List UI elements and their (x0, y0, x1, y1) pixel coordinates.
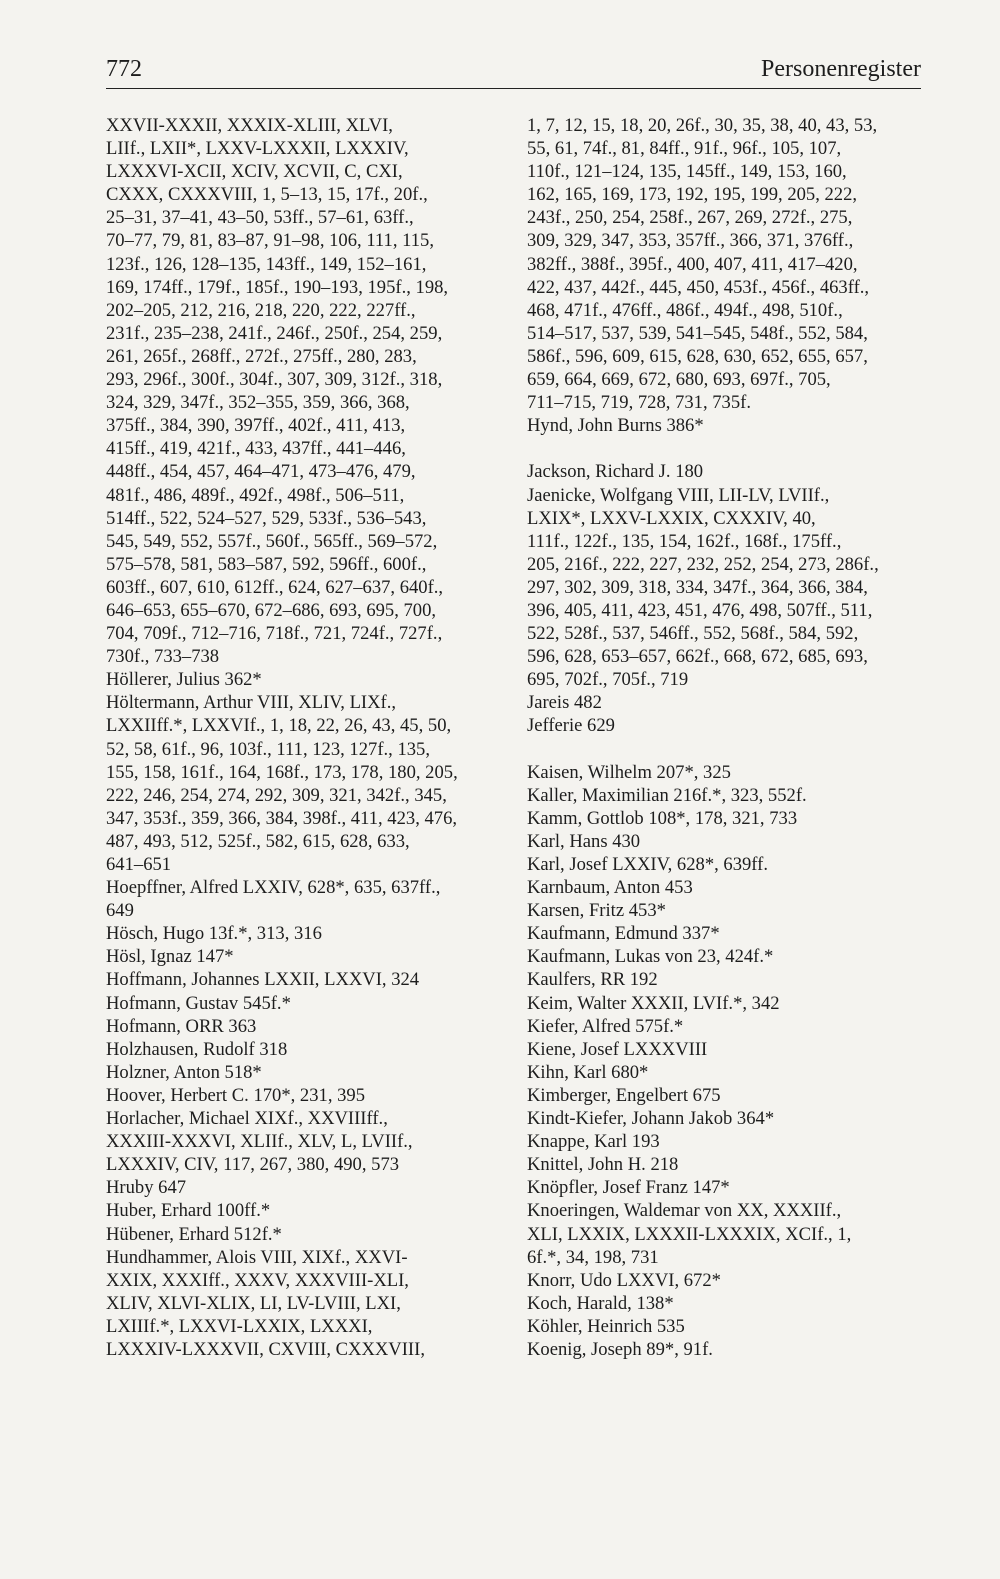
index-entry-line: Kaufmann, Edmund 337* (527, 923, 720, 945)
index-entry (106, 1107, 518, 1176)
index-entry-line: 309, 329, 347, 353, 357ff., 366, 371, 376ff., (527, 230, 854, 252)
index-entry (527, 1315, 923, 1338)
index-entry-line: 704, 709f., 712–716, 718f., 721, 724f., 727f., (106, 623, 443, 645)
index-entry (527, 1107, 923, 1130)
index-entry-line: LXXXVI-XCII, XCIV, XCVII, C, CXI, (106, 161, 403, 183)
index-entry-line: Jefferie 629 (527, 715, 615, 737)
index-entry-line: 297, 302, 309, 318, 334, 347f., 364, 366, 384, (527, 576, 868, 598)
index-entry (527, 876, 923, 899)
index-entry-line: 375ff., 384, 390, 397ff., 402f., 411, 413, (106, 415, 406, 437)
index-entry (106, 922, 518, 945)
index-entry-line: Kaufmann, Lukas von 23, 424f.* (527, 946, 774, 968)
index-entry-line: 415ff., 419, 421f., 433, 437ff., 441–446, (106, 438, 406, 460)
index-entry-line: Kamm, Gottlob 108*, 178, 321, 733 (527, 807, 798, 829)
index-entry (106, 945, 518, 968)
index-entry (106, 1246, 518, 1361)
page-number: 772 (106, 56, 142, 82)
index-entry-line: 514–517, 537, 539, 541–545, 548f., 552, 584, (527, 322, 868, 344)
index-entry (527, 1130, 923, 1153)
index-entry (527, 484, 923, 692)
index-entry-line: 586f., 596, 609, 615, 628, 630, 652, 655, 657, (527, 345, 868, 367)
index-entry-line: Huber, Erhard 100ff.* (106, 1200, 271, 1222)
index-entry-line: Hofmann, ORR 363 (106, 1015, 257, 1037)
index-entry-line: 52, 58, 61f., 96, 103f., 111, 123, 127f., 135, (106, 738, 430, 760)
index-entry (106, 1176, 518, 1199)
index-entry-line: 487, 493, 512, 525f., 582, 615, 628, 633, (106, 830, 410, 852)
index-entry (106, 876, 518, 922)
index-entry-line: 659, 664, 669, 672, 680, 693, 697f., 705, (527, 369, 831, 391)
index-entry-line: Kaller, Maximilian 216f.*, 323, 552f. (527, 784, 807, 806)
letter-gap (527, 437, 923, 460)
index-entry (527, 853, 923, 876)
index-entry (527, 807, 923, 830)
index-entry-line: XXVII-XXXII, XXXIX-XLIII, XLVI, (106, 115, 393, 136)
index-entry-line: 641–651 (106, 854, 172, 875)
index-entry-line: 730f., 733–738 (106, 646, 220, 668)
index-entry (106, 992, 518, 1015)
index-entry-line: CXXX, CXXXVIII, 1, 5–13, 15, 17f., 20f., (106, 184, 428, 206)
index-column-right (527, 114, 923, 1361)
index-entry (106, 114, 518, 668)
index-entry (106, 1015, 518, 1038)
index-entry-line: Hübener, Erhard 512f.* (106, 1223, 282, 1245)
index-entry-line: LXXXIV-LXXXVII, CXVIII, CXXXVIII, (106, 1338, 425, 1360)
index-entry (527, 1153, 923, 1176)
index-entry-line: 448ff., 454, 457, 464–471, 473–476, 479, (106, 461, 416, 483)
index-entry-line: Kiefer, Alfred 575f.* (527, 1015, 684, 1037)
page-header (106, 52, 921, 89)
index-entry (527, 1199, 923, 1268)
index-entry-line: Knappe, Karl 193 (527, 1131, 660, 1153)
index-entry-line: LXIIIf.*, LXXVI-LXXIX, LXXXI, (106, 1315, 373, 1337)
index-entry-line: Knöpfler, Josef Franz 147* (527, 1177, 730, 1199)
running-title: Personenregister (761, 56, 921, 82)
index-entry (527, 114, 923, 414)
index-entry-line: Jaenicke, Wolfgang VIII, LII-LV, LVIIf., (527, 484, 830, 506)
index-entry-line: 603ff., 607, 610, 612ff., 624, 627–637, 640f., (106, 576, 444, 598)
index-entry-line: 545, 549, 552, 557f., 560f., 565ff., 569–572, (106, 530, 438, 552)
index-entry-line: 382ff., 388f., 395f., 400, 407, 411, 417–420, (527, 253, 858, 275)
index-entry-line: Hösch, Hugo 13f.*, 313, 316 (106, 923, 322, 945)
index-entry-line: Hösl, Ignaz 147* (106, 946, 234, 968)
index-entry-line: 514ff., 522, 524–527, 529, 533f., 536–543, (106, 507, 427, 529)
index-entry (527, 945, 923, 968)
index-entry (527, 1338, 923, 1361)
index-entry-line: 575–578, 581, 583–587, 592, 596ff., 600f., (106, 553, 427, 575)
index-entry-line: Höllerer, Julius 362* (106, 669, 262, 691)
index-entry-line: 481f., 486, 489f., 492f., 498f., 506–511, (106, 484, 405, 506)
index-entry-line: LXXIIff.*, LXXVIf., 1, 18, 22, 26, 43, 45, 50, (106, 715, 452, 737)
index-entry-line: Höltermann, Arthur VIII, XLIV, LIXf., (106, 692, 397, 714)
index-entry (106, 668, 518, 691)
index-entry-line: XLIV, XLVI-XLIX, LI, LV-LVIII, LXI, (106, 1292, 401, 1314)
index-entry-line: 205, 216f., 222, 227, 232, 252, 254, 273, 286f., (527, 553, 879, 575)
index-entry-line: 522, 528f., 537, 546ff., 552, 568f., 584, 592, (527, 623, 859, 645)
index-entry (527, 899, 923, 922)
index-entry-line: 347, 353f., 359, 366, 384, 398f., 411, 423, 476, (106, 807, 458, 829)
index-entry-line: 6f.*, 34, 198, 731 (527, 1246, 659, 1268)
index-entry (106, 691, 518, 876)
letter-gap (527, 738, 923, 761)
index-entry (527, 1176, 923, 1199)
index-entry-line: Hoffmann, Johannes LXXII, LXXVI, 324 (106, 969, 420, 991)
index-entry-line: 711–715, 719, 728, 731, 735f. (527, 392, 751, 414)
index-entry-line: Knoeringen, Waldemar von XX, XXXIIf., (527, 1200, 842, 1222)
index-entry-line: LXXXIV, CIV, 117, 267, 380, 490, 573 (106, 1154, 400, 1176)
index-entry (527, 922, 923, 945)
index-entry-line: 261, 265f., 268ff., 272f., 275ff., 280, 283, (106, 345, 417, 367)
index-entry-line: 596, 628, 653–657, 662f., 668, 672, 685, 693, (527, 646, 868, 668)
index-entry-line: Jackson, Richard J. 180 (527, 461, 704, 483)
index-entry-line: 468, 471f., 476ff., 486f., 494f., 498, 510f., (527, 299, 843, 321)
index-entry-line: Karl, Hans 430 (527, 830, 641, 852)
index-entry (527, 1038, 923, 1061)
index-entry-line: Hynd, John Burns 386* (527, 415, 704, 437)
index-entry (527, 1292, 923, 1315)
index-entry (106, 1061, 518, 1084)
index-entry-line: 1, 7, 12, 15, 18, 20, 26f., 30, 35, 38, 40, 43, 53, (527, 115, 878, 136)
index-entry-line: Kindt-Kiefer, Johann Jakob 364* (527, 1108, 775, 1130)
index-entry (106, 1038, 518, 1061)
index-entry-line: Jareis 482 (527, 692, 602, 714)
index-entry-line: XXXIII-XXXVI, XLIIf., XLV, L, LVIIf., (106, 1131, 413, 1153)
index-entry-line: 70–77, 79, 81, 83–87, 91–98, 106, 111, 115, (106, 230, 434, 252)
index-entry-line: Koch, Harald, 138* (527, 1292, 674, 1314)
index-entry (106, 1084, 518, 1107)
index-entry-line: 123f., 126, 128–135, 143ff., 149, 152–161, (106, 253, 427, 275)
index-entry-line: 646–653, 655–670, 672–686, 693, 695, 700, (106, 599, 437, 621)
index-entry (527, 714, 923, 737)
index-entry-line: Holzhausen, Rudolf 318 (106, 1038, 288, 1060)
index-entry-line: Kaisen, Wilhelm 207*, 325 (527, 761, 731, 783)
index-entry-line: 231f., 235–238, 241f., 246f., 250f., 254, 259, (106, 322, 443, 344)
index-column-left (106, 114, 518, 1361)
index-entry-line: 110f., 121–124, 135, 145ff., 149, 153, 160, (527, 161, 847, 183)
index-entry (106, 1199, 518, 1222)
index-entry-line: 162, 165, 169, 173, 192, 195, 199, 205, 222, (527, 184, 858, 206)
index-entry (527, 460, 923, 483)
index-entry-line: 111f., 122f., 135, 154, 162f., 168f., 175ff., (527, 530, 842, 552)
index-entry-line: Knittel, John H. 218 (527, 1154, 679, 1176)
index-entry-line: 243f., 250, 254, 258f., 267, 269, 272f., 275, (527, 207, 853, 229)
index-entry-line: Holzner, Anton 518* (106, 1061, 262, 1083)
index-entry-line: Hofmann, Gustav 545f.* (106, 992, 291, 1014)
index-entry-line: 695, 702f., 705f., 719 (527, 669, 689, 691)
index-entry (527, 992, 923, 1015)
index-entry-line: Hoover, Herbert C. 170*, 231, 395 (106, 1084, 366, 1106)
index-entry-line: Horlacher, Michael XIXf., XXVIIIff., (106, 1108, 388, 1130)
index-entry (106, 1223, 518, 1246)
index-entry (527, 1061, 923, 1084)
index-entry (527, 1084, 923, 1107)
index-entry-line: 55, 61, 74f., 81, 84ff., 91f., 96f., 105, 107, (527, 138, 842, 160)
index-entry-line: 396, 405, 411, 423, 451, 476, 498, 507ff., 511, (527, 599, 873, 621)
index-entry-line: Keim, Walter XXXII, LVIf.*, 342 (527, 992, 780, 1014)
index-entry-line: XXIX, XXXIff., XXXV, XXXVIII-XLI, (106, 1269, 409, 1291)
index-entry-line: Kihn, Karl 680* (527, 1061, 649, 1083)
index-entry-line: 422, 437, 442f., 445, 450, 453f., 456f., 463ff., (527, 276, 870, 298)
index-entry-line: Knorr, Udo LXXVI, 672* (527, 1269, 721, 1291)
index-entry-line: 324, 329, 347f., 352–355, 359, 366, 368, (106, 392, 410, 414)
index-entry-line: Karsen, Fritz 453* (527, 900, 666, 922)
index-entry-line: Karnbaum, Anton 453 (527, 877, 693, 899)
index-entry-line: Hoepffner, Alfred LXXIV, 628*, 635, 637ff., (106, 877, 441, 899)
index-entry (527, 1269, 923, 1292)
index-entry-line: Karl, Josef LXXIV, 628*, 639ff. (527, 854, 769, 875)
index-entry-line: Hundhammer, Alois VIII, XIXf., XXVI- (106, 1246, 408, 1268)
index-entry (527, 830, 923, 853)
index-entry (527, 414, 923, 437)
index-entry-line: XLI, LXXIX, LXXXII-LXXXIX, XCIf., 1, (527, 1223, 852, 1245)
index-entry-line: Koenig, Joseph 89*, 91f. (527, 1338, 713, 1360)
index-entry-line: 293, 296f., 300f., 304f., 307, 309, 312f., 318, (106, 369, 443, 391)
index-entry-line: Kimberger, Engelbert 675 (527, 1084, 721, 1106)
index-entry (106, 968, 518, 991)
index-entry-line: LXIX*, LXXV-LXXIX, CXXXIV, 40, (527, 507, 816, 529)
index-entry-line: 155, 158, 161f., 164, 168f., 173, 178, 180, 205, (106, 761, 458, 783)
index-entry-line: Hruby 647 (106, 1177, 187, 1199)
index-entry (527, 968, 923, 991)
index-entry-line: 649 (106, 900, 134, 922)
index-entry-line: 202–205, 212, 216, 218, 220, 222, 227ff., (106, 299, 416, 321)
index-entry-line: Kiene, Josef LXXXVIII (527, 1038, 708, 1060)
index-entry (527, 691, 923, 714)
index-entry-line: Kaulfers, RR 192 (527, 969, 658, 991)
index-entry (527, 761, 923, 784)
index-entry-line: 25–31, 37–41, 43–50, 53ff., 57–61, 63ff., (106, 207, 414, 229)
index-entry-line: 169, 174ff., 179f., 185f., 190–193, 195f., 198, (106, 276, 449, 298)
index-entry-line: Köhler, Heinrich 535 (527, 1315, 685, 1337)
index-entry (527, 1015, 923, 1038)
index-entry (527, 784, 923, 807)
index-entry-line: 222, 246, 254, 274, 292, 309, 321, 342f., 345, (106, 784, 447, 806)
index-entry-line: LIIf., LXII*, LXXV-LXXXII, LXXXIV, (106, 138, 409, 160)
